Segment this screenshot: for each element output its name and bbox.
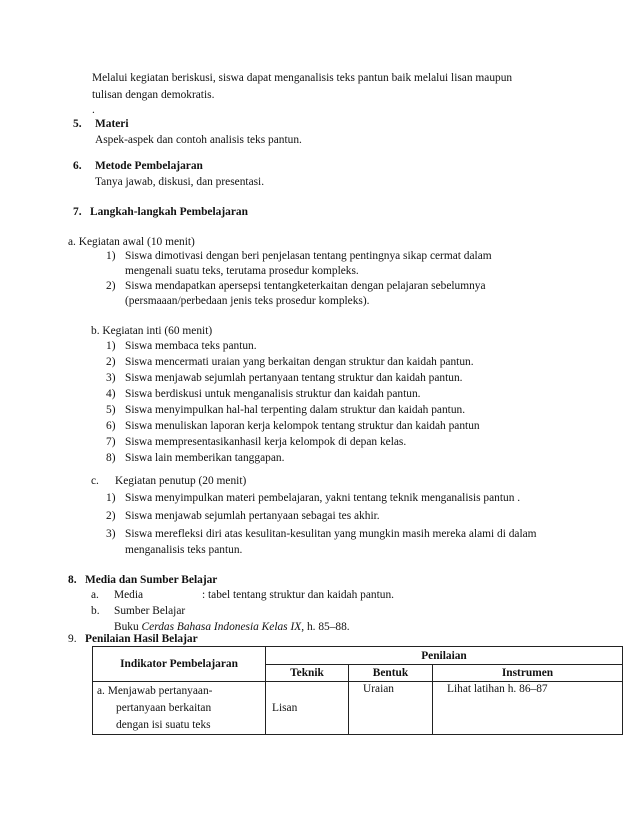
indikator-line-2: pertanyaan berkaitan	[116, 702, 212, 714]
header-instrumen: Instrumen	[433, 665, 623, 682]
inti-item-3-number: 3)	[106, 372, 116, 384]
section-6-number: 6.	[73, 160, 82, 172]
header-bentuk: Bentuk	[349, 665, 433, 682]
assessment-table	[92, 646, 623, 735]
section-7-title: Langkah-langkah Pembelajaran	[90, 206, 248, 218]
kegiatan-penutup-heading: Kegiatan penutup (20 menit)	[115, 475, 247, 487]
inti-item-4-text: Siswa berdiskusi untuk menganalisis struktur dan kaidah pantun.	[125, 388, 421, 400]
media-a-value: : tabel tentang struktur dan kaidah pantun.	[202, 589, 395, 601]
section-8-number: 8.	[68, 574, 77, 586]
section-5-text: Aspek-aspek dan contoh analisis teks pantun.	[95, 134, 302, 146]
inti-item-6-text: Siswa menuliskan laporan kerja kelompok tentang struktur dan kaidah pantun	[125, 420, 480, 432]
awal-item-2-line-1: Siswa mendapatkan apersepsi tentangketerkaitan dengan pelajaran sebelumnya	[125, 280, 486, 292]
header-teknik: Teknik	[266, 665, 349, 682]
section-7-number: 7.	[73, 206, 82, 218]
awal-item-1-line-2: mengenali suatu teks, terutama prosedur kompleks.	[125, 265, 359, 277]
inti-item-8-number: 8)	[106, 452, 116, 464]
table-cell-instrumen: Lihat latihan h. 86–87	[433, 682, 623, 735]
intro-line-1: Melalui kegiatan beriskusi, siswa dapat menganalisis teks pantun baik melalui lisan maupun	[92, 72, 513, 84]
inti-item-6-number: 6)	[106, 420, 116, 432]
awal-item-2-line-2: (persmaaan/perbedaan jenis teks prosedur kompleks).	[125, 295, 370, 307]
penutup-item-3-number: 3)	[106, 528, 116, 540]
header-indikator: Indikator Pembelajaran	[93, 647, 266, 682]
penutup-item-3-line-1: Siswa merefleksi diri atas kesulitan-kesulitan yang mungkin masih mereka alami di dalam	[125, 528, 537, 540]
media-a-letter: a.	[91, 589, 99, 601]
buku-pages: h. 85–88.	[306, 621, 350, 633]
inti-item-4-number: 4)	[106, 388, 116, 400]
kegiatan-penutup-letter: c.	[91, 475, 99, 487]
inti-item-7-number: 7)	[106, 436, 116, 448]
indikator-line-1: a. Menjawab pertanyaan-	[97, 685, 213, 697]
inti-item-3-text: Siswa menjawab sejumlah pertanyaan tentang struktur dan kaidah pantun.	[125, 372, 463, 384]
table-cell-indikator	[93, 682, 266, 735]
section-5-number: 5.	[73, 118, 82, 130]
section-6-title: Metode Pembelajaran	[95, 160, 203, 172]
penutup-item-2-number: 2)	[106, 510, 116, 522]
awal-item-1-number: 1)	[106, 250, 116, 262]
kegiatan-inti-heading: b. Kegiatan inti (60 menit)	[91, 325, 213, 337]
media-b-label: Sumber Belajar	[114, 605, 186, 617]
buku-prefix: Buku	[114, 621, 139, 633]
inti-item-5-text: Siswa menyimpulkan hal-hal terpenting dalam struktur dan kaidah pantun.	[125, 404, 466, 416]
intro-line-2: tulisan dengan demokratis.	[92, 89, 215, 101]
inti-item-8-text: Siswa lain memberikan tanggapan.	[125, 452, 285, 464]
inti-item-2-number: 2)	[106, 356, 116, 368]
table-cell-bentuk: Uraian	[349, 682, 433, 735]
inti-item-1-number: 1)	[106, 340, 116, 352]
awal-item-1-line-1: Siswa dimotivasi dengan beri penjelasan tentang pentingnya sikap cermat dalam	[125, 250, 492, 262]
inti-item-5-number: 5)	[106, 404, 116, 416]
intro-dot: .	[92, 104, 95, 116]
penutup-item-1-number: 1)	[106, 492, 116, 504]
section-8-title: Media dan Sumber Belajar	[85, 574, 218, 586]
inti-item-2-text: Siswa mencermati uraian yang berkaitan dengan struktur dan kaidah pantun.	[125, 356, 474, 368]
awal-item-2-number: 2)	[106, 280, 116, 292]
inti-item-1-text: Siswa membaca teks pantun.	[125, 340, 257, 352]
section-5-title: Materi	[95, 118, 129, 130]
buku-title: Cerdas Bahasa Indonesia Kelas IX,	[141, 621, 305, 633]
penutup-item-1-line-1: Siswa menyimpulkan materi pembelajaran, yakni tentang teknik menganalisis pantun .	[125, 492, 521, 504]
indikator-line-3: dengan isi suatu teks	[116, 719, 211, 731]
media-b-letter: b.	[91, 605, 100, 617]
table-cell-teknik: Lisan	[266, 682, 349, 735]
penutup-item-2-line-1: Siswa menjawab sejumlah pertanyaan sebagai tes akhir.	[125, 510, 380, 522]
penutup-item-3-line-2: menganalisis teks pantun.	[125, 544, 243, 556]
kegiatan-awal-heading: a. Kegiatan awal (10 menit)	[68, 236, 195, 248]
media-a-label: Media	[114, 589, 144, 601]
inti-item-7-text: Siswa mempresentasikanhasil kerja kelompok di depan kelas.	[125, 436, 407, 448]
section-9-number: 9.	[68, 633, 77, 645]
header-penilaian: Penilaian	[266, 647, 623, 665]
section-9-title: Penilaian Hasil Belajar	[85, 633, 198, 645]
section-6-text: Tanya jawab, diskusi, dan presentasi.	[95, 176, 265, 188]
